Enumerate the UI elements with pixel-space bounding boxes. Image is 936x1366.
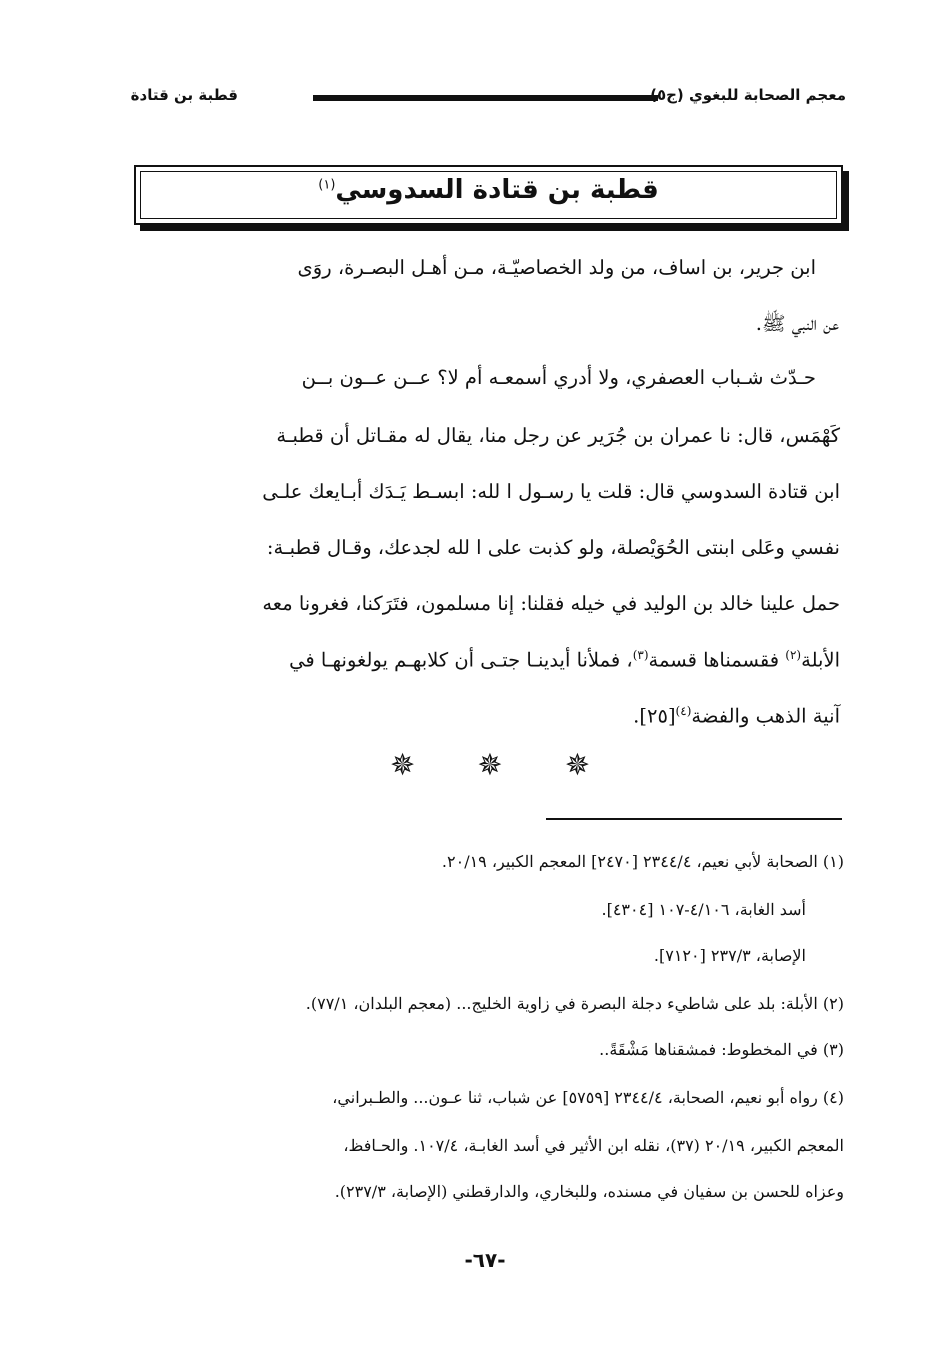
section-ornament	[390, 746, 590, 786]
body-line-9-part-b: [٢٥].	[633, 704, 676, 728]
footnote-2: (٢) الأبلة: بلد على شاطيء دجلة البصرة في زاوية الخليج... (معجم البلدان، ٧٧/١).	[305, 994, 844, 1013]
footnote-4: (٤) رواه أبو نعيم، الصحابة، ٢٣٤٤/٤ [٥٧٥٩] عن شباب، ثنا عـون... والطـبراني،	[332, 1088, 844, 1107]
footnote-ref-4: (٤)	[675, 704, 692, 718]
footnote-1: (١) الصحابة لأبي نعيم، ٢٣٤٤/٤ [٢٤٧٠] المعجم الكبير، ٢٠/١٩.	[441, 852, 844, 871]
body-line-8	[289, 648, 840, 672]
header-rule	[313, 95, 658, 101]
ornament-star-icon: ✵	[477, 748, 503, 783]
entry-title-text: قطبة بن قتادة السدوسي	[335, 175, 659, 205]
footnote-4-line-3: وعزاه للحسن بن سفيان في مسنده، وللبخاري، والدارقطني (الإصابة، ٢٣٧/٣).	[334, 1182, 844, 1201]
body-line-9-part-a: آنية الذهب والفضة	[691, 704, 840, 728]
running-header-right: معجم الصحابة للبغوي (ج٥)	[650, 86, 846, 104]
page-number: -٦٧-	[464, 1248, 506, 1272]
footnote-4-line-2: المعجم الكبير، ٢٠/١٩ (٣٧)، نقله ابن الأثير في أسد الغابـة، ١٠٧/٤. والحـافظ،	[343, 1136, 844, 1155]
body-line-2: عن النبي ﷺ.	[755, 312, 839, 335]
body-line-3: حـدّث شـباب العصفري، ولا أدري أسمعـه أم لا؟ عــن عــون بــن	[301, 366, 816, 389]
ornament-star-icon: ✵	[564, 748, 590, 783]
body-line-8-part-a: الأبلة	[801, 648, 840, 672]
entry-title-box	[134, 165, 843, 225]
ornament-star-icon: ✵	[390, 748, 416, 783]
footnote-1-line-2: أسد الغابة، ٤/١٠٦-١٠٧ [٤٣٠٤].	[601, 900, 806, 919]
footnote-1-line-3: الإصابة، ٢٣٧/٣ [٧١٢٠].	[653, 946, 806, 965]
running-header-left: قطبة بن قتادة	[130, 86, 238, 104]
body-line-1: ابن جرير، بن اساف، من ولد الخصاصيّـة، مـن أهـل البصـرة، روَى	[297, 256, 816, 279]
body-line-4: كَهْمَس، قال: نا عمران بن جُرَير عن رجل منا، يقال له مقـاتل أن قطبـة	[276, 424, 840, 447]
footnote-ref-3: (٣)	[632, 648, 649, 662]
footnote-ref-2: (٢)	[785, 648, 802, 662]
title-footnote-ref: (١)	[318, 177, 336, 193]
body-line-8-part-b: فقسمناها قسمة	[648, 648, 786, 672]
entry-title	[136, 175, 841, 205]
body-line-7: حمل علينا خالد بن الوليد في خيله فقلنا: إنا مسلمون، فتَرَكنا، فغرونا معه	[262, 592, 840, 615]
footnote-3: (٣) في المخطوط: فمشقناها مَشْقَةً..	[599, 1040, 844, 1059]
footnote-rule	[546, 818, 842, 820]
body-line-5: ابن قتادة السدوسي قال: قلت يا رسـول ا لله: ابسـط يَـدَك أبـايعك علـى	[262, 480, 840, 503]
body-line-6: نفسي وعَلى ابنتى الحُوَيْصلة، ولو كذبت على ا لله لجدعك، وقـال قطبـة:	[266, 536, 840, 559]
body-line-9	[633, 704, 840, 728]
body-line-8-part-c: ، فملأنا أيدينـا جتـى أن كلابهـم يولغونهـا في	[289, 648, 633, 672]
